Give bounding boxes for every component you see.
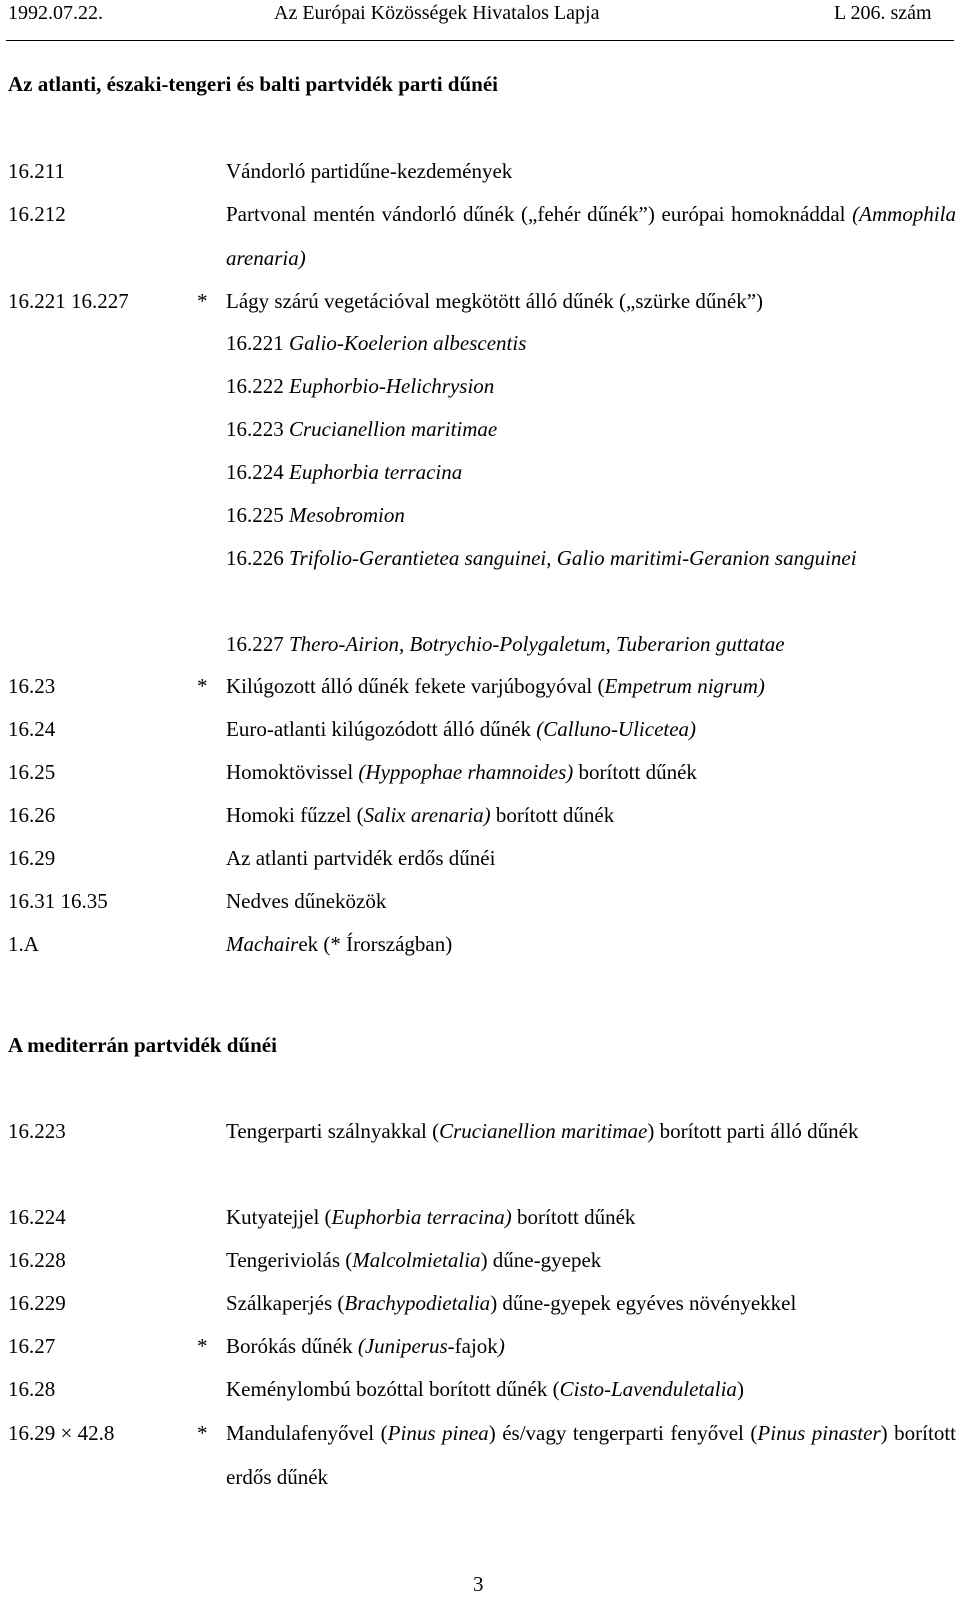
priority-marker: * — [197, 289, 208, 313]
sub-list-item: 16.226 Trifolio-Gerantietea sanguinei, Galio maritimi-Geranion sanguinei — [226, 546, 857, 570]
habitat-description: Lágy szárú vegetációval megkötött álló dűnék („szürke dűnék”) — [226, 289, 764, 313]
habitat-code: 16.28 — [8, 1377, 56, 1401]
habitat-description: Kutyatejjel (Euphorbia terracina) borított dűnék — [226, 1205, 636, 1229]
habitat-code: 16.31 16.35 — [8, 889, 108, 913]
header-issue-number: L 206. szám — [834, 2, 932, 24]
habitat-description: Machairek (* Írországban) — [226, 932, 453, 956]
sub-list-item: 16.223 Crucianellion maritimae — [226, 417, 498, 441]
habitat-description: Homoki fűzzel (Salix arenaria) borított dűnék — [226, 803, 615, 827]
habitat-code: 16.29 — [8, 846, 56, 870]
sub-list-item: 16.222 Euphorbio-Helichrysion — [226, 374, 495, 398]
habitat-code: 16.221 16.227 — [8, 289, 129, 313]
habitat-description: Nedves dűneközök — [226, 889, 387, 913]
habitat-code: 16.224 — [8, 1205, 66, 1229]
habitat-description: Szálkaperjés (Brachypodietalia) dűne-gyepek egyéves növényekkel — [226, 1291, 797, 1315]
habitat-description: Vándorló partidűne-kezdemények — [226, 159, 513, 183]
habitat-description: Euro-atlanti kilúgozódott álló dűnék (Calluno-Ulicetea) — [226, 717, 697, 741]
habitat-description: Kilúgozott álló dűnék fekete varjúbogyóval (Empetrum nigrum) — [226, 674, 765, 698]
habitat-description: Tengerparti szálnyakkal (Crucianellion maritimae) borított parti álló dűnék — [226, 1119, 859, 1143]
page-number: 3 — [473, 1572, 484, 1596]
habitat-code: 16.223 — [8, 1119, 66, 1143]
habitat-code: 16.23 — [8, 674, 56, 698]
header-date: 1992.07.22. — [8, 2, 103, 24]
habitat-code: 16.212 — [8, 202, 66, 226]
habitat-description: Mandulafenyővel (Pinus pinea) és/vagy tengerparti fenyővel (Pinus pinaster) borított erdős dűnék — [226, 1421, 956, 1489]
priority-marker: * — [197, 1334, 208, 1358]
habitat-code: 16.229 — [8, 1291, 66, 1315]
habitat-code: 16.29 × 42.8 — [8, 1421, 115, 1445]
priority-marker: * — [197, 1421, 208, 1445]
section-title-atlantic: Az atlanti, északi-tengeri és balti partvidék parti dűnéi — [8, 72, 498, 96]
header-divider — [6, 40, 954, 41]
sub-list-item: 16.224 Euphorbia terracina — [226, 460, 463, 484]
sub-list-item: 16.227 Thero-Airion, Botrychio-Polygaletum, Tuberarion guttatae — [226, 632, 785, 656]
habitat-description: Az atlanti partvidék erdős dűnéi — [226, 846, 496, 870]
priority-marker: * — [197, 674, 208, 698]
habitat-description: Keménylombú bozóttal borított dűnék (Cisto-Lavenduletalia) — [226, 1377, 744, 1401]
sub-list-item: 16.225 Mesobromion — [226, 503, 405, 527]
sub-list-item: 16.221 Galio-Koelerion albescentis — [226, 331, 527, 355]
habitat-description: Tengeriviolás (Malcolmietalia) dűne-gyepek — [226, 1248, 602, 1272]
habitat-code: 16.24 — [8, 717, 56, 741]
habitat-code: 16.211 — [8, 159, 65, 183]
habitat-description: Homoktövissel (Hyppophae rhamnoides) borított dűnék — [226, 760, 697, 784]
habitat-description: Borókás dűnék (Juniperus-fajok) — [226, 1334, 505, 1358]
habitat-code: 16.26 — [8, 803, 56, 827]
page-header — [0, 0, 960, 42]
section-title-mediterranean: A mediterrán partvidék dűnéi — [8, 1033, 277, 1057]
habitat-code: 1.A — [8, 932, 39, 956]
header-journal-title: Az Európai Közösségek Hivatalos Lapja — [274, 2, 600, 24]
habitat-code: 16.27 — [8, 1334, 56, 1358]
habitat-code: 16.25 — [8, 760, 56, 784]
habitat-description: Partvonal mentén vándorló dűnék („fehér dűnék”) európai homoknáddal (Ammophila arenaria) — [226, 202, 956, 270]
habitat-code: 16.228 — [8, 1248, 66, 1272]
